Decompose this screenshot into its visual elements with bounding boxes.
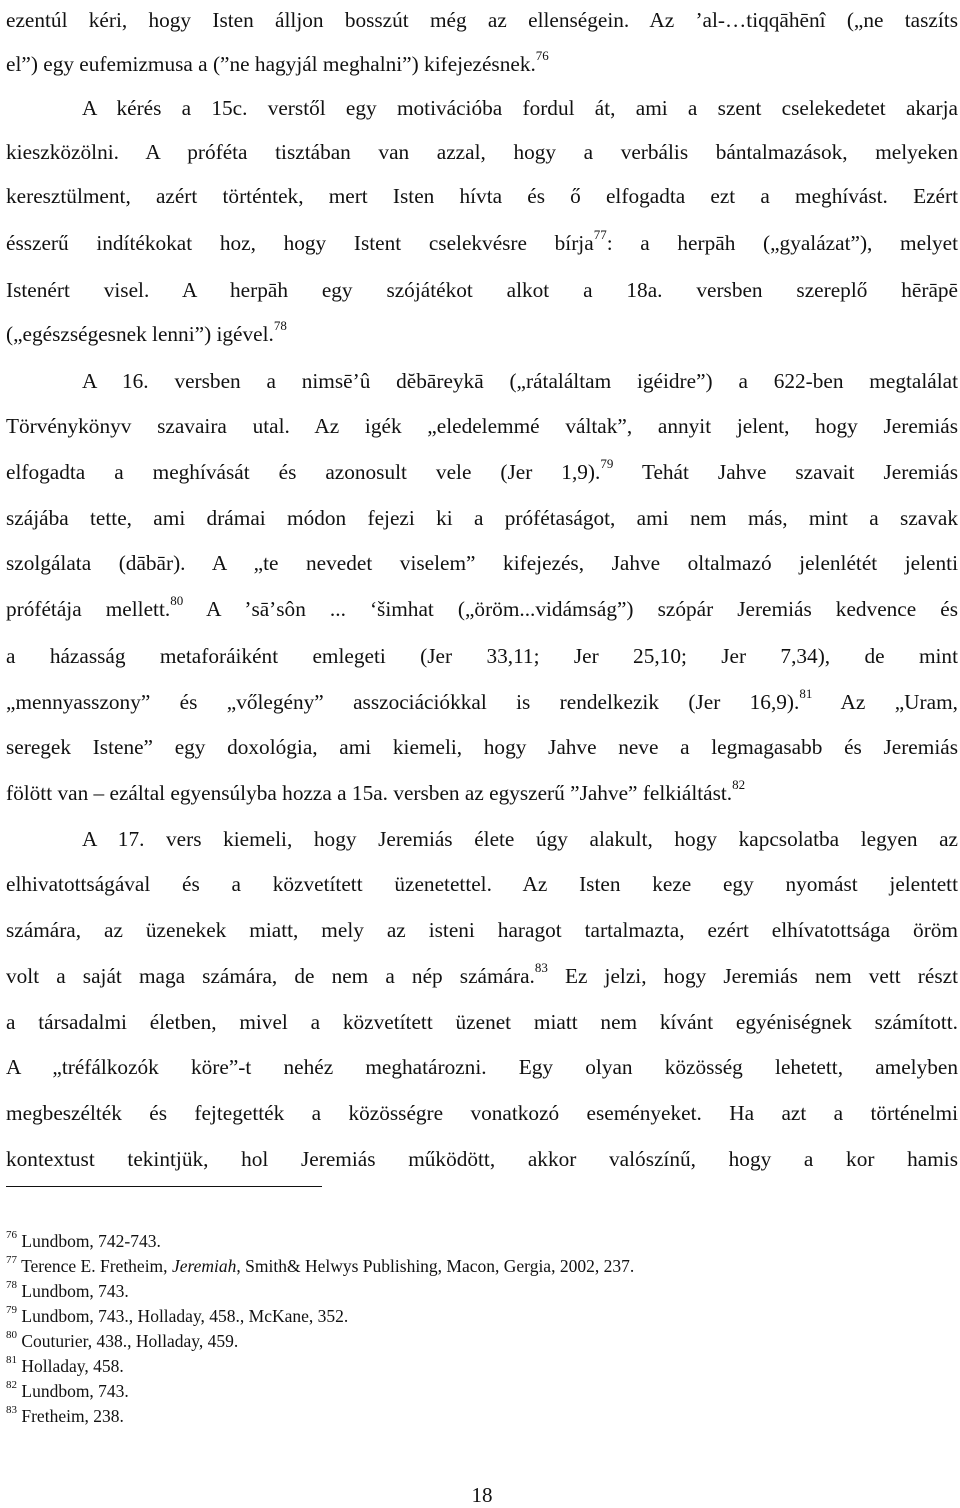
body-line: a társadalmi életben, mivel a közvetített üzenet miatt nem kívánt egyéniségnek számított. bbox=[6, 1010, 958, 1034]
footnote-text: , Smith& Helwys Publishing, Macon, Gergia, 2002, 237. bbox=[236, 1256, 635, 1276]
body-line: volt a saját maga számára, de nem a nép számára.$^{83}$ Ez jelzi, hogy Jeremiás nem vett részt bbox=[6, 959, 959, 988]
footnote-ref[interactable]: 76 bbox=[535, 47, 549, 63]
footnote-text: Lundbom, 742-743. bbox=[21, 1231, 161, 1251]
footnote bbox=[6, 1230, 161, 1252]
page-number: 18 bbox=[471, 1483, 493, 1507]
footnote-number: 77 bbox=[6, 1254, 17, 1267]
body-line: seregek Istene” egy doxológia, ami kiemeli, hogy Jahve neve a legmagasabb és Jeremiás bbox=[6, 735, 958, 759]
body-line: keresztülment, azért történtek, mert Isten hívta és ő elfogadta ezt a meghívást. Ezért bbox=[6, 184, 958, 208]
footnote-number: 80 bbox=[6, 1329, 17, 1342]
footnote-text: Holladay, 458. bbox=[21, 1356, 124, 1376]
body-line: kieszközölni. A próféta tisztában van azzal, hogy a verbális bántalmazások, melyeken bbox=[6, 140, 958, 164]
footnote bbox=[6, 1405, 124, 1427]
body-line: A 16. versben a nimsē’û dĕbāreykā („rátaláltam igéidre”) a 622-ben megtalálat bbox=[82, 369, 958, 393]
body-line: elhivatottságával és a közvetített üzenetettel. Az Isten keze egy nyomást jelentett bbox=[6, 872, 958, 896]
footnote bbox=[6, 1380, 129, 1402]
footnote-ref[interactable]: 78 bbox=[273, 317, 287, 333]
footnote-text: Lundbom, 743., Holladay, 458., McKane, 352. bbox=[21, 1306, 349, 1326]
footnote-ref[interactable]: 80 bbox=[170, 592, 184, 608]
body-line: el”) egy eufemizmusa a (”ne hagyjál meghalni”) kifejezésnek.$^{76}$ bbox=[6, 47, 549, 76]
body-line: szolgálata (dābār). A „te nevedet viselem” kifejezés, Jahve oltalmazó jelenlétét jelenti bbox=[6, 551, 958, 575]
body-line: ésszerű indítékokat hoz, hogy Istent cselekvésre bírja$^{77}$: a herpāh („gyalázat”), melyet bbox=[6, 226, 958, 255]
footnote-text: Fretheim, 238. bbox=[21, 1406, 124, 1426]
footnote-number: 79 bbox=[6, 1304, 17, 1317]
body-line: a házasság metaforáiként emlegeti (Jer 33,11; Jer 25,10; Jer 7,34), de mint bbox=[6, 644, 958, 668]
body-line: („egészségesnek lenni”) igével.$^{78}$ bbox=[6, 317, 287, 346]
body-line: számára, az üzenekek miatt, mely az isteni haragot tartalmazta, ezért elhívatottsága öröm bbox=[6, 918, 958, 942]
footnote-text: Terence E. Fretheim, bbox=[21, 1256, 172, 1276]
footnote bbox=[6, 1355, 124, 1377]
body-line: prófétája mellett.$^{80}$ A ʼsāʼsôn ... ʻšimhat („öröm...vidámság”) szópár Jeremiás kedvence és bbox=[6, 592, 958, 621]
footnote-ref[interactable]: 79 bbox=[600, 455, 614, 471]
footnote-number: 76 bbox=[6, 1229, 17, 1242]
body-line: ezentúl kéri, hogy Isten álljon bosszút még az ellenségein. Az ’al-…tiqqāhēnî („ne taszíts bbox=[6, 8, 958, 32]
footnote-text: Couturier, 438., Holladay, 459. bbox=[21, 1331, 239, 1351]
footnote-number: 83 bbox=[6, 1404, 17, 1417]
footnote-ref[interactable]: 83 bbox=[534, 959, 548, 975]
footnote-text: Lundbom, 743. bbox=[21, 1381, 129, 1401]
footnote bbox=[6, 1280, 129, 1302]
body-line: szájába tette, ami drámai módon fejezi ki a prófétaságot, ami nem más, mint a szavak bbox=[6, 506, 958, 530]
footnote bbox=[6, 1330, 238, 1352]
body-line: A „tréfálkozók köre”-t nehéz meghatározni. Egy olyan közösség lehetett, amelyben bbox=[6, 1055, 958, 1079]
footnote-number: 81 bbox=[6, 1354, 17, 1367]
footnote-number: 78 bbox=[6, 1279, 17, 1292]
footnote bbox=[6, 1255, 634, 1277]
footnote-separator bbox=[6, 1186, 322, 1187]
body-line: Törvénykönyv szavaira utal. Az igék „eledelemmé váltak”, annyit jelent, hogy Jeremiás bbox=[6, 414, 958, 438]
body-line: fölött van – ezáltal egyensúlyba hozza a 15a. versben az egyszerű ”Jahve” felkiáltást.$^{82}$ bbox=[6, 776, 746, 805]
body-line: „mennyasszony” és „vőlegény” asszociációkkal is rendelkezik (Jer 16,9).$^{81}$ Az „Uram, bbox=[6, 685, 958, 714]
body-line: kontextust tekintjük, hol Jeremiás működött, akkor valószínű, hogy a kor hamis bbox=[6, 1147, 958, 1171]
document-page bbox=[6, 0, 958, 1508]
footnote-text: Lundbom, 743. bbox=[21, 1281, 129, 1301]
body-line: A kérés a 15c. verstől egy motivációba fordul át, ami a szent cselekedetet akarja bbox=[82, 96, 958, 120]
footnote-number: 82 bbox=[6, 1379, 17, 1392]
footnote-ref[interactable]: 82 bbox=[732, 776, 746, 792]
body-line: megbeszélték és fejtegették a közösségre vonatkozó eseményeket. Ha azt a történelmi bbox=[6, 1101, 958, 1125]
footnote bbox=[6, 1305, 348, 1327]
footnote-ref[interactable]: 77 bbox=[593, 226, 607, 242]
footnote-book-title: Jeremiah bbox=[171, 1256, 237, 1276]
body-line: Istenért visel. A herpāh egy szójátékot alkot a 18a. versben szereplő hērāpē bbox=[6, 278, 958, 302]
footnote-ref[interactable]: 81 bbox=[799, 685, 813, 701]
body-line: elfogadta a meghívását és azonosult vele (Jer 1,9).$^{79}$ Tehát Jahve szavait Jeremiás bbox=[6, 455, 958, 484]
body-line: A 17. vers kiemeli, hogy Jeremiás élete úgy alakult, hogy kapcsolatba legyen az bbox=[82, 827, 958, 851]
